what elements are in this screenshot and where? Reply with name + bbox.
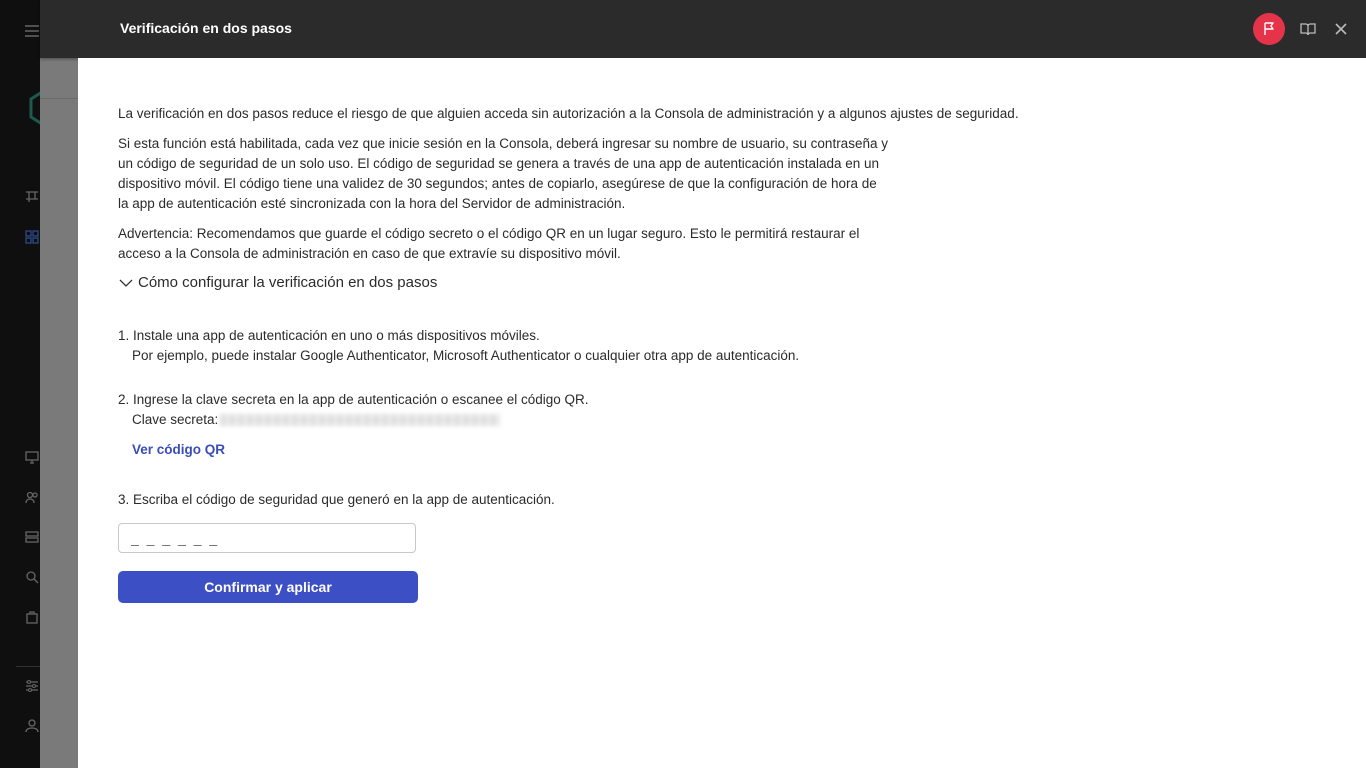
secret-key-label: Clave secreta: xyxy=(132,412,219,427)
content-body xyxy=(118,104,1098,595)
flag-icon xyxy=(1261,21,1277,37)
view-qr-code-link[interactable]: Ver código QR xyxy=(132,442,226,457)
secret-key-row xyxy=(118,410,589,430)
marketplace-icon[interactable] xyxy=(22,609,42,629)
step-1 xyxy=(118,326,799,366)
step-3: 3. Escriba el código de seguridad que generó en la app de autenticación. xyxy=(118,492,555,507)
help-book-button[interactable] xyxy=(1292,13,1324,45)
step-1-title: 1. Instale una app de autenticación en uno o más dispositivos móviles. xyxy=(118,328,540,343)
howto-toggle[interactable] xyxy=(118,274,1098,291)
menu-icon[interactable] xyxy=(22,22,42,42)
confirm-apply-button[interactable]: Confirmar y aplicar xyxy=(118,571,418,603)
step-2-title: 2. Ingrese la clave secreta en la app de autenticación o escanee el código QR. xyxy=(118,392,589,407)
description-text: Si esta función está habilitada, cada vez que inicie sesión en la Consola, deberá ingresar su nombre de usuario, su contraseña y un código de seguridad de un solo uso. El código de seguridad se genera a través de una app de autenticación instalada en un dispositivo móvil. El código tiene una validez de 30 segundos; antes de copiarlo, asegúrese de que la configuración de hora de la app de autenticación esté sincronizada con la hora del Servidor de administración. xyxy=(118,136,888,211)
monitoring-icon[interactable] xyxy=(22,229,42,249)
chevron-down-icon xyxy=(118,275,134,291)
dialog-title: Verificación en dos pasos xyxy=(120,20,292,36)
flag-button[interactable] xyxy=(1253,13,1285,45)
howto-label: Cómo configurar la verificación en dos pasos xyxy=(138,274,438,291)
dialog-content xyxy=(78,58,1366,768)
dialog-header xyxy=(40,0,1366,58)
dashboard-icon[interactable] xyxy=(22,188,42,208)
close-button[interactable] xyxy=(1325,13,1357,45)
devices-icon[interactable] xyxy=(22,449,42,469)
step-1-detail: Por ejemplo, puede instalar Google Authenticator, Microsoft Authenticator o cualquier otra app de autenticación. xyxy=(132,348,800,363)
background-page-overlay xyxy=(40,58,78,768)
account-icon[interactable] xyxy=(22,718,42,738)
users-icon[interactable] xyxy=(22,489,42,509)
security-code-input[interactable] xyxy=(118,523,416,553)
intro-text: La verificación en dos pasos reduce el riesgo de que alguien acceda sin autorización a la Consola de administración y a algunos ajustes de seguridad. xyxy=(118,106,1019,121)
search-icon[interactable] xyxy=(22,569,42,589)
book-icon xyxy=(1300,22,1316,36)
nav-divider xyxy=(16,666,40,667)
settings-icon[interactable] xyxy=(22,678,42,698)
step-2 xyxy=(118,390,589,430)
secret-key-value-redacted xyxy=(220,414,500,426)
warning-text: Advertencia: Recomendamos que guarde el código secreto o el código QR en un lugar seguro. Esto le permitirá restaurar el acceso a la Consola de administración en caso de que extravíe su dispositivo móvil. xyxy=(118,226,860,261)
operations-icon[interactable] xyxy=(22,529,42,549)
left-navigation xyxy=(0,0,40,768)
close-icon xyxy=(1334,22,1348,36)
